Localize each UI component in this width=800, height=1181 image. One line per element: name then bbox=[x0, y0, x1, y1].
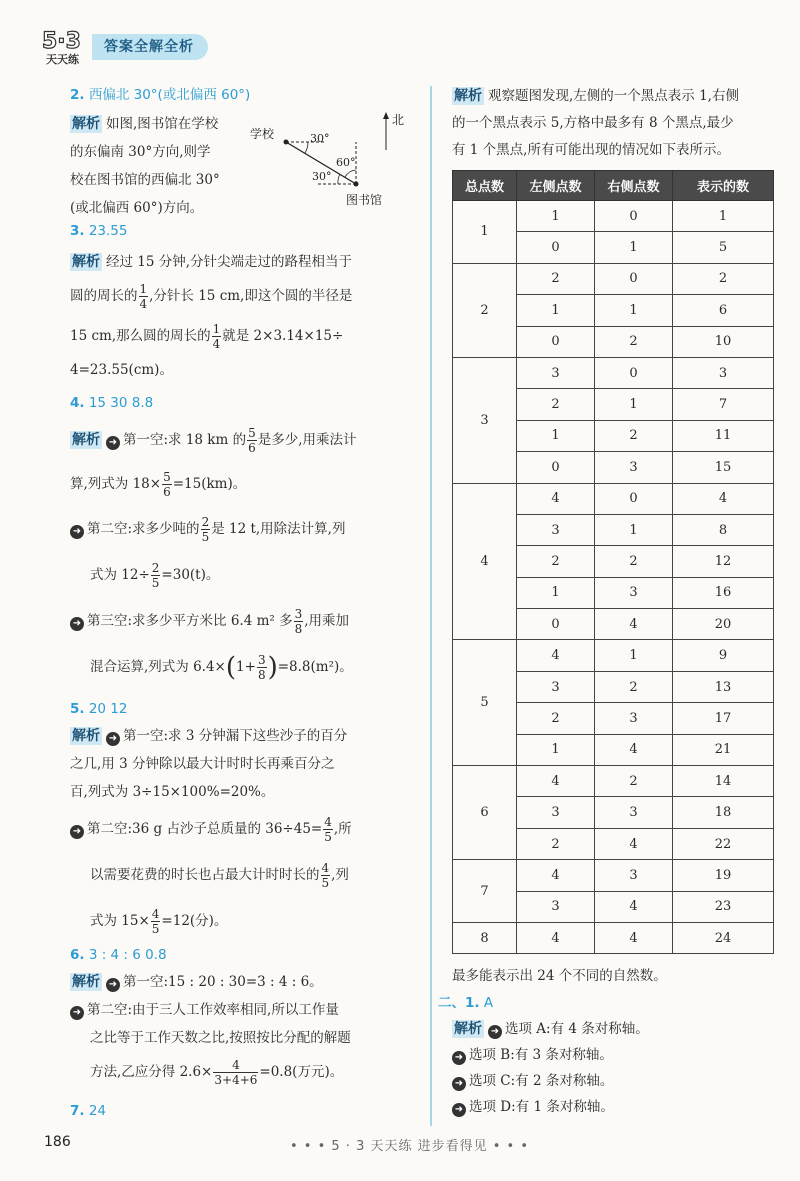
text-line: =15(km)。 bbox=[172, 476, 247, 492]
left-count-cell: 3 bbox=[517, 797, 595, 828]
left-count-cell: 3 bbox=[517, 514, 595, 545]
table-row bbox=[453, 357, 774, 388]
total-cell: 2 bbox=[453, 263, 517, 357]
table-row bbox=[453, 922, 774, 953]
answer: 15 30 8.8 bbox=[88, 395, 154, 411]
left-count-cell: 4 bbox=[517, 860, 595, 891]
text-line: 式为 12÷ bbox=[90, 567, 150, 583]
total-cell: 8 bbox=[453, 922, 517, 953]
right-count-cell: 0 bbox=[595, 201, 673, 232]
right-count-cell: 4 bbox=[595, 828, 673, 859]
table-row bbox=[453, 263, 774, 294]
left-count-cell: 1 bbox=[517, 201, 595, 232]
right-count-cell: 1 bbox=[595, 295, 673, 326]
value-cell: 15 bbox=[673, 452, 774, 483]
table-body bbox=[453, 201, 774, 954]
left-count-cell: 0 bbox=[517, 609, 595, 640]
left-count-cell: 0 bbox=[517, 452, 595, 483]
arrow-icon: ➜ bbox=[70, 1006, 84, 1020]
section-tag: 答案全解全析 bbox=[92, 34, 208, 60]
value-cell: 14 bbox=[673, 766, 774, 797]
table-row bbox=[453, 483, 774, 514]
value-cell: 9 bbox=[673, 640, 774, 671]
table-row bbox=[453, 860, 774, 891]
right-count-cell: 1 bbox=[595, 232, 673, 263]
analysis-label: 解析 bbox=[72, 254, 100, 270]
left-count-cell: 3 bbox=[517, 671, 595, 702]
arrow-icon: ➜ bbox=[488, 1025, 502, 1039]
value-cell: 11 bbox=[673, 420, 774, 451]
value-cell: 8 bbox=[673, 514, 774, 545]
option-text: 选项 C:有 2 条对称轴。 bbox=[469, 1073, 614, 1089]
value-cell: 23 bbox=[673, 891, 774, 922]
analysis-label: 解析 bbox=[72, 116, 100, 132]
svg-text:5·3: 5·3 bbox=[42, 29, 81, 54]
right-count-cell: 4 bbox=[595, 891, 673, 922]
right-count-cell: 2 bbox=[595, 326, 673, 357]
text-line: 式为 15× bbox=[90, 913, 150, 929]
text-line: 第一空:求 3 分钟漏下这些沙子的百分 bbox=[123, 728, 348, 744]
text-line: 之几,用 3 分钟除以最大计时时长再乘百分之 bbox=[70, 756, 335, 772]
right-column bbox=[452, 84, 782, 162]
fraction: $\frac{3}{8}$ bbox=[294, 607, 303, 636]
fraction: $\frac{1}{4}$ bbox=[139, 282, 148, 311]
conclusion-text: 最多能表示出 24 个不同的自然数。 bbox=[452, 968, 667, 984]
column-divider bbox=[430, 86, 432, 1126]
answer: 23.55 bbox=[88, 223, 128, 239]
text-line: 算,列式为 18× bbox=[70, 476, 162, 492]
left-count-cell: 1 bbox=[517, 420, 595, 451]
left-count-cell: 4 bbox=[517, 483, 595, 514]
fraction: $\frac{5}{6}$ bbox=[248, 426, 256, 455]
angle-label: 30° bbox=[312, 170, 332, 183]
analysis-label: 解析 bbox=[454, 1021, 482, 1037]
text-line: (或北偏西 60°)方向。 bbox=[70, 200, 204, 216]
question-number: 4. bbox=[70, 395, 85, 411]
fraction: $\frac{5}{6}$ bbox=[163, 470, 171, 499]
question-number: 2. bbox=[70, 87, 85, 103]
left-count-cell: 2 bbox=[517, 703, 595, 734]
left-count-cell: 0 bbox=[517, 326, 595, 357]
question-6 bbox=[70, 944, 420, 1092]
data-table bbox=[452, 170, 774, 954]
value-cell: 13 bbox=[673, 671, 774, 702]
text-line: 的一个黑点表示 5,方格中最多有 8 个黑点,最少 bbox=[452, 115, 734, 131]
page-number: 186 bbox=[44, 1134, 71, 1150]
text-line: 有 1 个黑点,所有可能出现的情况如下表所示。 bbox=[452, 142, 730, 158]
angle-label: 30° bbox=[310, 132, 330, 145]
analysis-label: 解析 bbox=[72, 728, 100, 744]
total-cell: 1 bbox=[453, 201, 517, 264]
arrow-icon: ➜ bbox=[106, 732, 120, 746]
text-line: 第一空:15 : 20 : 30=3 : 4 : 6。 bbox=[123, 974, 323, 990]
text-line: 4=23.55(cm)。 bbox=[70, 362, 173, 378]
analysis-label: 解析 bbox=[72, 432, 100, 448]
arrow-icon: ➜ bbox=[452, 1103, 466, 1117]
left-count-cell: 2 bbox=[517, 828, 595, 859]
arrow-icon: ➜ bbox=[70, 525, 84, 539]
value-cell: 1 bbox=[673, 201, 774, 232]
fraction: $\frac{4}{3+4+6}$ bbox=[214, 1058, 258, 1087]
answer: A bbox=[483, 995, 494, 1011]
explanation bbox=[70, 110, 260, 222]
right-count-cell: 4 bbox=[595, 922, 673, 953]
value-cell: 5 bbox=[673, 232, 774, 263]
north-label: 北 bbox=[392, 113, 405, 127]
right-count-cell: 0 bbox=[595, 263, 673, 294]
left-count-cell: 1 bbox=[517, 577, 595, 608]
analysis-label: 解析 bbox=[454, 88, 482, 104]
option-text: 选项 D:有 1 条对称轴。 bbox=[469, 1099, 614, 1115]
question-number: 5. bbox=[70, 701, 85, 717]
text-line: ,分针长 15 cm,即这个圆的半径是 bbox=[149, 288, 353, 304]
text-line: 圆的周长的 bbox=[70, 288, 138, 304]
value-cell: 17 bbox=[673, 703, 774, 734]
left-count-cell: 2 bbox=[517, 546, 595, 577]
right-count-cell: 4 bbox=[595, 609, 673, 640]
answer: 24 bbox=[88, 1103, 107, 1119]
right-count-cell: 4 bbox=[595, 734, 673, 765]
question-number: 7. bbox=[70, 1103, 85, 1119]
question-3 bbox=[70, 220, 420, 384]
question-number: 3. bbox=[70, 223, 85, 239]
text-line: 是多少,用乘法计 bbox=[257, 432, 357, 448]
value-cell: 19 bbox=[673, 860, 774, 891]
right-count-cell: 2 bbox=[595, 671, 673, 702]
value-cell: 18 bbox=[673, 797, 774, 828]
left-count-cell: 4 bbox=[517, 922, 595, 953]
text-line: 之比等于工作天数之比,按照按比分配的解题 bbox=[90, 1030, 351, 1046]
arrow-icon: ➜ bbox=[452, 1051, 466, 1065]
column-header: 总点数 bbox=[453, 171, 517, 201]
right-bottom bbox=[438, 962, 782, 1120]
total-cell: 4 bbox=[453, 483, 517, 640]
right-count-cell: 0 bbox=[595, 357, 673, 388]
option-text: 选项 A:有 4 条对称轴。 bbox=[505, 1021, 649, 1037]
fraction: $\frac{4}{5}$ bbox=[324, 815, 332, 844]
text-line: ,用乘加 bbox=[304, 613, 350, 629]
value-cell: 4 bbox=[673, 483, 774, 514]
text-line: 经过 15 分钟,分针尖端走过的路程相当于 bbox=[106, 254, 353, 270]
text-line: ,列 bbox=[331, 867, 349, 883]
text-line: =8.8(m²)。 bbox=[277, 659, 353, 675]
value-cell: 7 bbox=[673, 389, 774, 420]
column-header: 表示的数 bbox=[673, 171, 774, 201]
right-count-cell: 1 bbox=[595, 514, 673, 545]
question-number: 6. bbox=[70, 947, 85, 963]
arrow-icon: ➜ bbox=[106, 436, 120, 450]
text-line: 第二空:36 g 占沙子总质量的 36÷45= bbox=[87, 821, 323, 837]
text-line: =0.8(万元)。 bbox=[259, 1064, 344, 1080]
text-line: 第二空:由于三人工作效率相同,所以工作量 bbox=[87, 1002, 339, 1018]
left-count-cell: 3 bbox=[517, 357, 595, 388]
column-header: 右侧点数 bbox=[595, 171, 673, 201]
fraction: $\frac{1}{4}$ bbox=[212, 322, 221, 351]
text-line: 百,列式为 3÷15×100%=20%。 bbox=[70, 784, 275, 800]
text-line: 是 12 t,用除法计算,列 bbox=[211, 521, 346, 537]
right-count-cell: 1 bbox=[595, 389, 673, 420]
text-line: =30(t)。 bbox=[161, 567, 220, 583]
table-row bbox=[453, 201, 774, 232]
left-count-cell: 1 bbox=[517, 734, 595, 765]
right-count-cell: 3 bbox=[595, 577, 673, 608]
text-line: 如图,图书馆在学校 bbox=[106, 116, 219, 132]
question-5 bbox=[70, 698, 420, 944]
direction-diagram bbox=[250, 108, 420, 218]
table-row bbox=[453, 640, 774, 671]
text-line: 15 cm,那么圆的周长的 bbox=[70, 328, 211, 344]
school-label: 学校 bbox=[250, 127, 275, 141]
question-number: 二、1. bbox=[438, 995, 480, 1011]
right-count-cell: 2 bbox=[595, 766, 673, 797]
value-cell: 3 bbox=[673, 357, 774, 388]
text-line: 第三空:求多少平方米比 6.4 m² 多 bbox=[87, 613, 293, 629]
right-count-cell: 3 bbox=[595, 452, 673, 483]
left-count-cell: 3 bbox=[517, 891, 595, 922]
left-count-cell: 4 bbox=[517, 640, 595, 671]
value-cell: 16 bbox=[673, 577, 774, 608]
analysis-label: 解析 bbox=[72, 974, 100, 990]
right-count-cell: 1 bbox=[595, 640, 673, 671]
left-count-cell: 0 bbox=[517, 232, 595, 263]
text-line: 校在图书馆的西偏北 30° bbox=[70, 172, 220, 188]
value-cell: 21 bbox=[673, 734, 774, 765]
value-cell: 12 bbox=[673, 546, 774, 577]
text-line: 以需要花费的时长也占最大计时时长的 bbox=[90, 867, 320, 883]
total-cell: 6 bbox=[453, 766, 517, 860]
text-line: 混合运算,列式为 6.4× bbox=[90, 659, 226, 675]
answer: 20 12 bbox=[88, 701, 128, 717]
table-header-row bbox=[453, 171, 774, 201]
right-count-cell: 2 bbox=[595, 420, 673, 451]
text-line: 的东偏南 30°方向,则学 bbox=[70, 144, 211, 160]
right-count-cell: 3 bbox=[595, 703, 673, 734]
arrow-icon: ➜ bbox=[106, 978, 120, 992]
total-cell: 7 bbox=[453, 860, 517, 923]
total-cell: 5 bbox=[453, 640, 517, 766]
footer-slogan: • • • 5 · 3 天天练 进步看得见 • • • bbox=[290, 1139, 530, 1154]
question-4: 4. 15 30 8.8 解析 ➜ 第一空:求 18 km 的 $\frac{5}{6}$ 是多少,用乘法计 算,列式为 18× $\frac{5}{6}$ =15(km)。 ➜ 第二空:求多少吨的 $\frac{2}{5}$ 是 12 t,用除法计算,列 式为 12÷ $\frac{2}{5}$ =30(t)。 ➜ 第三空:求多少平方米比 6.4 m² 多 $\frac{3}{8}$ ,用乘加 混合运算,列式为 6.4×(1+ $\frac{3}{8}$ )=8.8(m²)。 bbox=[70, 395, 357, 683]
answer: 3 : 4 : 6 0.8 bbox=[88, 947, 167, 963]
value-cell: 10 bbox=[673, 326, 774, 357]
option-text: 选项 B:有 3 条对称轴。 bbox=[469, 1047, 613, 1063]
total-cell: 3 bbox=[453, 357, 517, 483]
arrow-icon: ➜ bbox=[70, 617, 84, 631]
right-count-cell: 3 bbox=[595, 860, 673, 891]
question-2 bbox=[70, 84, 420, 216]
right-count-cell: 2 bbox=[595, 546, 673, 577]
fraction: $\frac{4}{5}$ bbox=[321, 861, 330, 890]
left-count-cell: 2 bbox=[517, 263, 595, 294]
text-line: 第一空:求 18 km 的 bbox=[123, 432, 247, 448]
text-line: 观察题图发现,左侧的一个黑点表示 1,右侧 bbox=[488, 88, 739, 104]
text-line: 第二空:求多少吨的 bbox=[87, 521, 200, 537]
right-count-cell: 3 bbox=[595, 797, 673, 828]
fraction: $\frac{2}{5}$ bbox=[201, 515, 210, 544]
text-line: 就是 2×3.14×15÷ bbox=[222, 328, 344, 344]
left-count-cell: 2 bbox=[517, 389, 595, 420]
arrow-icon: ➜ bbox=[70, 825, 84, 839]
text-line: ,所 bbox=[333, 821, 352, 837]
text-line: =12(分)。 bbox=[161, 913, 228, 929]
value-cell: 2 bbox=[673, 263, 774, 294]
text-line: 方法,乙应分得 2.6× bbox=[90, 1064, 213, 1080]
question-7 bbox=[70, 1100, 420, 1122]
value-cell: 6 bbox=[673, 295, 774, 326]
left-count-cell: 1 bbox=[517, 295, 595, 326]
table-row bbox=[453, 766, 774, 797]
logo-icon bbox=[40, 26, 94, 66]
column-header: 左侧点数 bbox=[517, 171, 595, 201]
value-cell: 22 bbox=[673, 828, 774, 859]
text-line: 1+ bbox=[236, 659, 256, 675]
value-cell: 20 bbox=[673, 609, 774, 640]
fraction: $\frac{3}{8}$ bbox=[257, 653, 266, 682]
fraction: $\frac{4}{5}$ bbox=[151, 907, 160, 936]
angle-label: 60° bbox=[336, 156, 356, 169]
library-label: 图书馆 bbox=[346, 193, 383, 207]
answer: 西偏北 30°(或北偏西 60°) bbox=[88, 87, 251, 103]
right-count-cell: 0 bbox=[595, 483, 673, 514]
left-count-cell: 4 bbox=[517, 766, 595, 797]
svg-text:天天练: 天天练 bbox=[46, 53, 79, 66]
arrow-icon: ➜ bbox=[452, 1077, 466, 1091]
fraction: $\frac{2}{5}$ bbox=[151, 561, 160, 590]
value-cell: 24 bbox=[673, 922, 774, 953]
